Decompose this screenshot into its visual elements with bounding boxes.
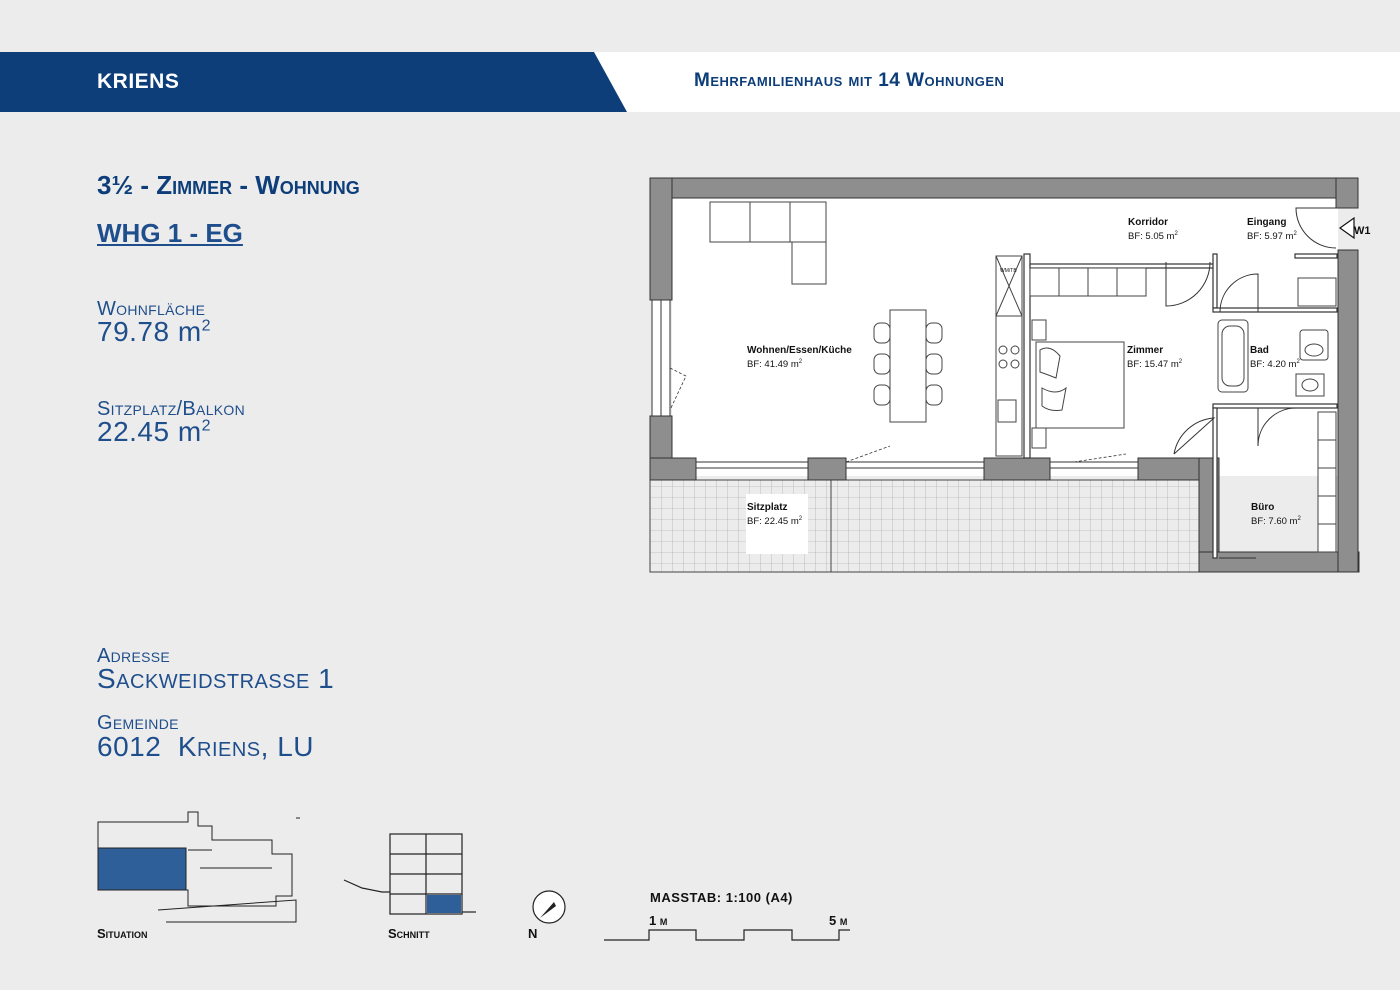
situation-highlight <box>98 848 186 890</box>
situation-map <box>96 810 306 925</box>
situation-label: Situation <box>97 926 148 941</box>
room-name-sitzplatz: Sitzplatz <box>747 502 788 513</box>
terrace-grid <box>650 480 1199 572</box>
street-value: Sackweidstrasse 1 <box>97 663 335 694</box>
scale-start-label: 1 m <box>649 913 668 928</box>
room-name-zimmer: Zimmer <box>1127 345 1164 356</box>
project-title: Mehrfamilienhaus mit 14 Wohnungen <box>694 70 1005 91</box>
section-highlight <box>427 895 461 913</box>
room-name-bad: Bad <box>1250 345 1269 356</box>
address-label: Adresse <box>97 645 171 667</box>
room-name-eingang: Eingang <box>1247 217 1287 228</box>
apartment-id: WHG 1 - EG <box>97 218 243 248</box>
scale-bar <box>604 926 854 942</box>
entrance-label: W1 <box>1354 225 1371 237</box>
schnitt-label: Schnitt <box>388 926 430 941</box>
living-area-value: 79.78 $m^2$ <box>97 316 212 347</box>
municipality-label: Gemeinde <box>97 712 179 734</box>
room-area-living: BF: 41.49 $m^2$ <box>747 359 803 370</box>
municipality-value: 6012 Kriens, LU <box>97 731 314 762</box>
balcony-label: Sitzplatz/Balkon <box>97 398 246 420</box>
room-name-living: Wohnen/Essen/Küche <box>747 345 852 356</box>
wm-label: WM/TB <box>1000 268 1017 274</box>
room-area-bad: BF: 4.20 $m^2$ <box>1250 359 1300 370</box>
scale-label: MASSTAB: 1:100 (A4) <box>650 890 793 905</box>
room-area-korridor: BF: 5.05 $m^2$ <box>1128 231 1178 242</box>
room-area-eingang: BF: 5.97 $m^2$ <box>1247 231 1297 242</box>
apartment-title: 3½ - Zimmer - Wohnung <box>97 170 360 200</box>
room-area-sitzplatz: BF: 22.45 $m^2$ <box>747 516 803 527</box>
scale-end-label: 5 m <box>829 913 848 928</box>
north-arrow-icon <box>530 888 570 928</box>
living-area-label: Wohnfläche <box>97 298 206 320</box>
room-area-buero: BF: 7.60 $m^2$ <box>1251 516 1301 527</box>
room-area-zimmer: BF: 15.47 $m^2$ <box>1127 359 1183 370</box>
room-name-korridor: Korridor <box>1128 217 1168 228</box>
section-diagram <box>342 830 482 920</box>
entrance-arrow-icon <box>1340 218 1354 238</box>
city-label: KRIENS <box>97 70 180 93</box>
north-label: N <box>528 926 538 941</box>
floor-plan <box>650 178 1371 578</box>
balcony-value: 22.45 $m^2$ <box>97 416 212 447</box>
room-name-buero: Büro <box>1251 502 1275 513</box>
